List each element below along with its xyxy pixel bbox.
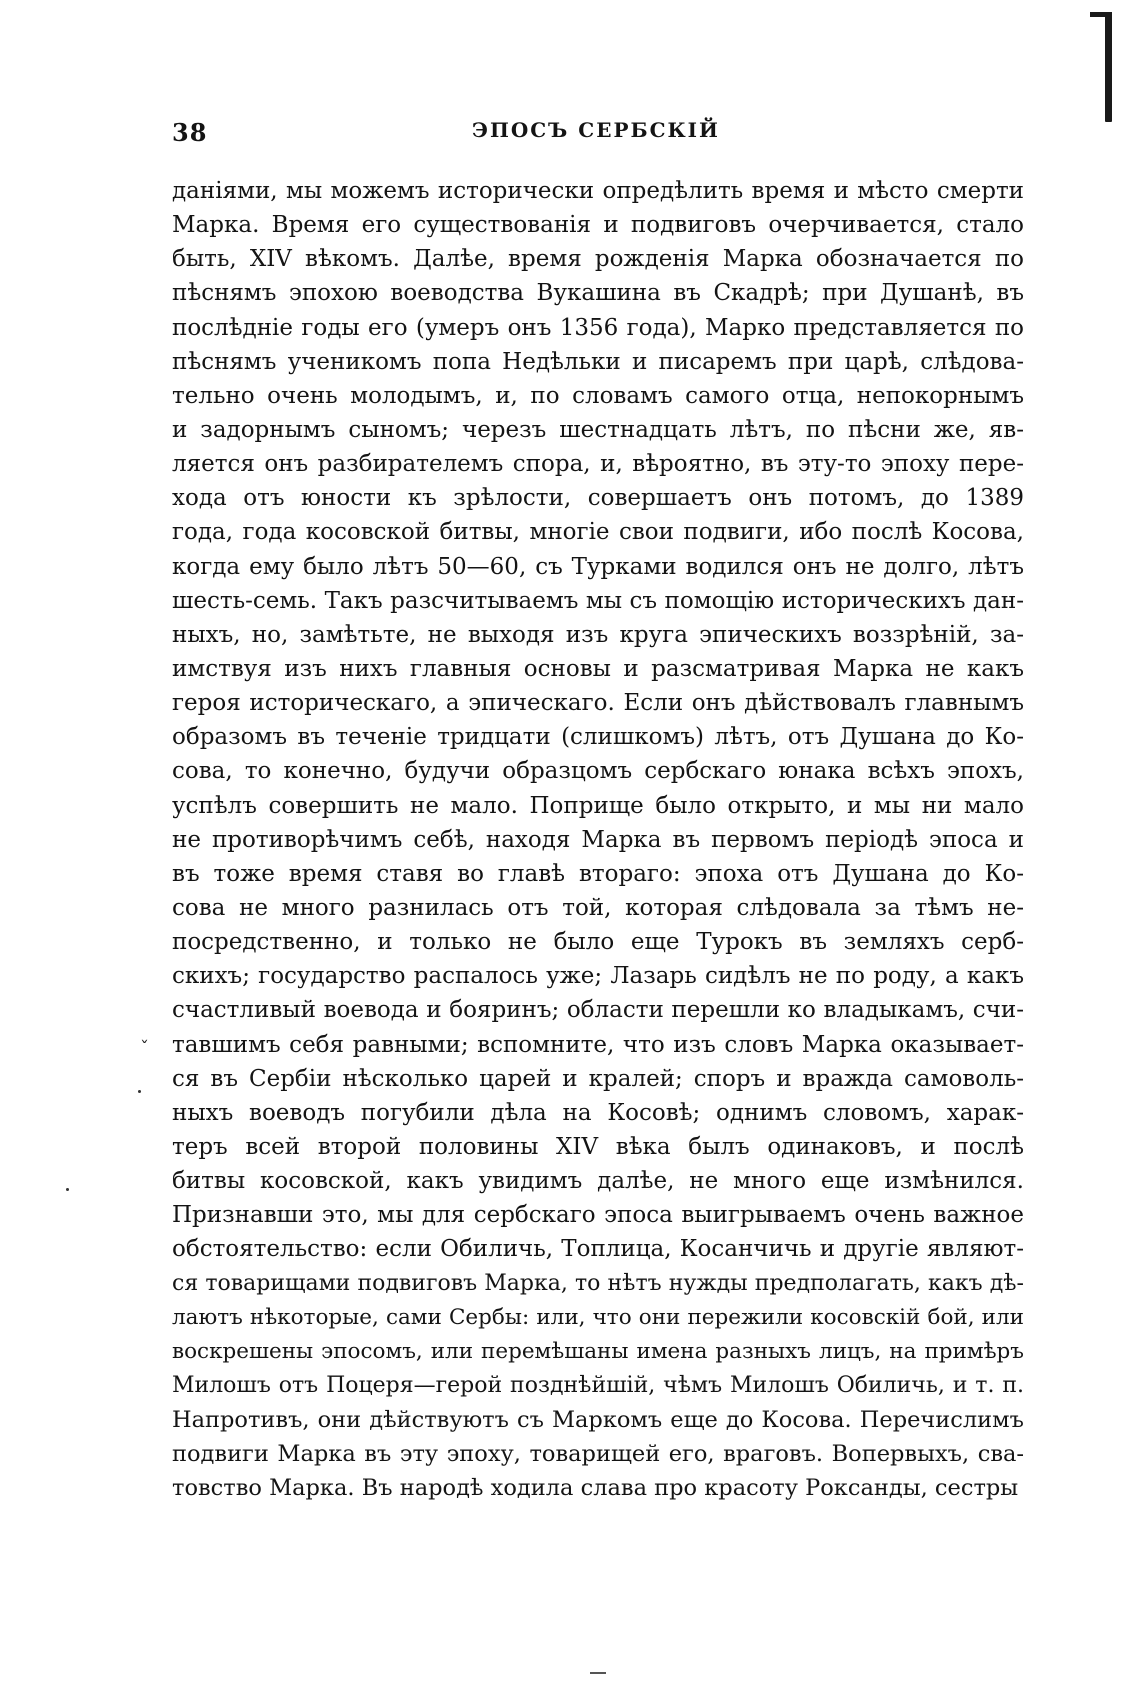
running-head [172, 118, 1020, 158]
text-line: ныхъ воеводъ погубили дѣла на Косовѣ; однимъ словомъ, харак- [172, 1099, 1024, 1126]
text-line: сова не много разнилась отъ той, которая слѣдовала за тѣмъ не- [172, 894, 1024, 921]
text-line: Напротивъ, они дѣйствуютъ съ Маркомъ еще до Косова. Перечислимъ [172, 1407, 1024, 1434]
text-line: ся товарищами подвиговъ Марка, то нѣтъ нужды предполагать, какъ дѣ- [172, 1270, 1024, 1296]
text-line: пѣснямъ ученикомъ попа Недѣльки и писаремъ при царѣ, слѣдова- [172, 348, 1024, 375]
text-line: Марка. Время его существованія и подвиговъ очерчивается, стало [172, 212, 1024, 239]
text-line: битвы косовской, какъ увидимъ далѣе, не много еще измѣнился. [172, 1168, 1024, 1195]
text-line: не противорѣчимъ себѣ, находя Марка въ первомъ періодѣ эпоса и [172, 826, 1024, 853]
text-line: пѣснямъ эпохою воеводства Вукашина въ Скадрѣ; при Душанѣ, въ [172, 280, 1024, 307]
margin-dot [66, 1188, 69, 1191]
text-line: товство Марка. Въ народѣ ходила слава про красоту Роксанды, сестры [172, 1475, 1019, 1502]
text-line: успѣлъ совершить не мало. Поприще было открыто, и мы ни мало [172, 792, 1024, 819]
text-line: скихъ; государство распалось уже; Лазарь сидѣлъ не по роду, а какъ [172, 963, 1024, 990]
text-line: образомъ въ теченіе тридцати (слишкомъ) лѣтъ, отъ Душана до Ко- [172, 724, 1024, 751]
text-line: обстоятельство: если Обиличь, Топлица, Косанчичь и другіе являют- [172, 1236, 1024, 1263]
text-line: имствуя изъ нихъ главныя основы и разсматривая Марка не какъ [172, 655, 1024, 682]
text-line: хода отъ юности къ зрѣлости, совершаетъ онъ потомъ, до 1389 [172, 485, 1024, 512]
page-number: 38 [172, 118, 208, 147]
text-line: лаютъ нѣкоторые, сами Сербы: или, что они пережили косовскій бой, или [172, 1304, 1024, 1330]
text-line: сова, то конечно, будучи образцомъ сербскаго юнака всѣхъ эпохъ, [172, 758, 1024, 785]
margin-check-mark: ˇ [140, 1038, 149, 1059]
text-line: тельно очень молодымъ, и, по словамъ самого отца, непокорнымъ [172, 382, 1024, 409]
text-line: счастливый воевода и бояринъ; области перешли ко владыкамъ, счи- [172, 997, 1024, 1024]
text-line: Милошъ отъ Поцеря—герой позднѣйшій, чѣмъ Милошъ Обиличь, и т. п. [172, 1372, 1024, 1398]
text-line: воскрешены эпосомъ, или перемѣшаны имена разныхъ лицъ, на примѣръ [172, 1338, 1024, 1364]
text-line: даніями, мы можемъ исторически опредѣлить время и мѣсто смерти [172, 178, 1024, 204]
text-line: и задорнымъ сыномъ; черезъ шестнадцать лѣтъ, по пѣсни же, яв- [172, 416, 1024, 443]
text-line: посредственно, и только не было еще Турокъ въ земляхъ серб- [172, 929, 1024, 956]
text-line: тавшимъ себя равными; вспомните, что изъ словъ Марка оказывает- [172, 1031, 1024, 1058]
text-line: послѣдніе годы его (умеръ онъ 1356 года), Марко представляется по [172, 314, 1024, 341]
text-line: ся въ Сербіи нѣсколько царей и кралей; споръ и вражда самоволь- [172, 1065, 1024, 1092]
body-text [172, 174, 1024, 1505]
running-title: ЭПОСЪ СЕРБСКІЙ [472, 118, 720, 142]
margin-dot [138, 1090, 141, 1093]
text-line: ляется онъ разбирателемъ спора, и, вѣроятно, въ эту-то эпоху пере- [172, 451, 1024, 478]
scan-bottom-mark [590, 1672, 606, 1674]
text-line: подвиги Марка въ эту эпоху, товарищей его, враговъ. Вопервыхъ, сва- [172, 1441, 1024, 1468]
text-line: героя историческаго, а эпическаго. Если онъ дѣйствовалъ главнымъ [172, 690, 1024, 717]
text-line: въ тоже время ставя во главѣ втораго: эпоха отъ Душана до Ко- [172, 860, 1024, 887]
text-line: когда ему было лѣтъ 50—60, съ Турками водился онъ не долго, лѣтъ [172, 553, 1024, 580]
scan-edge-rule [1105, 12, 1112, 122]
text-line: года, года косовской битвы, многіе свои подвиги, ибо послѣ Косова, [172, 519, 1024, 546]
text-line: быть, XIV вѣкомъ. Далѣе, время рожденія Марка обозначается по [172, 246, 1024, 273]
text-line: Признавши это, мы для сербскаго эпоса выигрываемъ очень важное [172, 1202, 1024, 1229]
text-line: ныхъ, но, замѣтьте, не выходя изъ круга эпическихъ воззрѣній, за- [172, 621, 1024, 648]
text-line: теръ всей второй половины XIV вѣка былъ одинаковъ, и послѣ [172, 1133, 1024, 1160]
text-line: шесть-семь. Такъ разсчитываемъ мы съ помощію историческихъ дан- [172, 587, 1024, 614]
